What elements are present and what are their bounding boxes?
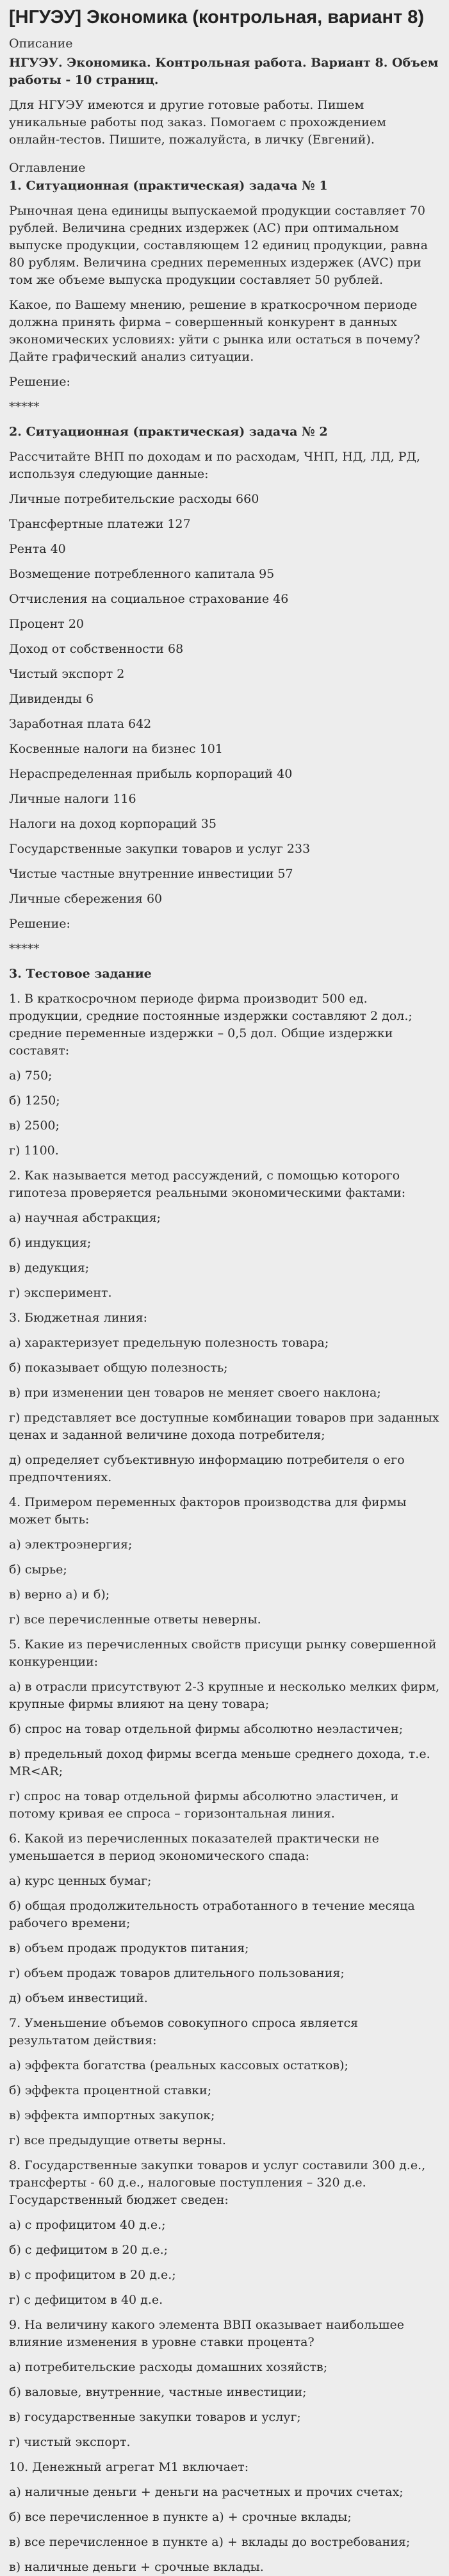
list-item: Налоги на доход корпораций 35 xyxy=(9,817,216,831)
test-line: в) с профицитом в 20 д.е.; xyxy=(9,2268,176,2282)
test-line: 10. Денежный агрегат М1 включает: xyxy=(9,2460,249,2474)
list-item: Личные налоги 116 xyxy=(9,792,136,806)
page-title: [НГУЭУ] Экономика (контрольная, вариант 8) xyxy=(9,7,425,28)
test-line: б) валовые, внутренние, частные инвестиции; xyxy=(9,2385,307,2399)
test-line: а) потребительские расходы домашних хозяйств; xyxy=(9,2360,328,2374)
description-label: Описание xyxy=(9,37,73,51)
test-line: б) сырье; xyxy=(9,1563,67,1577)
list-item: Чистый экспорт 2 xyxy=(9,667,125,681)
test-line: г) все перечисленные ответы неверны. xyxy=(9,1612,261,1627)
test-line: 2. Как называется метод рассуждений, с помощью которого гипотеза проверяется реальными экономическими фактами: xyxy=(9,1169,406,1200)
test-line: а) курс ценных бумаг; xyxy=(9,1874,152,1888)
list-item: Рента 40 xyxy=(9,542,66,556)
test-line: г) эксперимент. xyxy=(9,1286,112,1300)
test-line: г) 1100. xyxy=(9,1144,59,1158)
list-item: Процент 20 xyxy=(9,617,85,631)
test-line: 5. Какие из перечисленных свойств присущи рынку совершенной конкуренции: xyxy=(9,1637,437,1669)
test-line: в) эффекта импортных закупок; xyxy=(9,2108,215,2122)
task3-heading: 3. Тестовое задание xyxy=(9,967,152,981)
test-line: а) характеризует предельную полезность товара; xyxy=(9,1336,329,1350)
test-line: а) в отрасли присутствуют 2-3 крупные и несколько мелких фирм, крупные фирмы влияют на цену товара; xyxy=(9,1680,440,1711)
test-line: г) спрос на товар отдельной фирмы абсолютно эластичен, и потому кривая ее спроса – горизонтальная линия. xyxy=(9,1789,399,1821)
test-line: в) 2500; xyxy=(9,1119,60,1133)
test-line: в) все перечисленное в пункте а) + вклады до востребования; xyxy=(9,2535,411,2549)
test-line: б) с дефицитом в 20 д.е.; xyxy=(9,2243,168,2257)
list-item: Нераспределенная прибыль корпораций 40 xyxy=(9,767,293,781)
task1-text: Рыночная цена единицы выпускаемой продукции составляет 70 рублей. Величина средних издержек (АС) при оптимальном выпуске продукции, составляющем 12 единиц продукции, равна 80 рублям. Величина средних переменных издержек (AVC) при том же объеме выпуска продукции составляет 50 рублей. xyxy=(9,204,428,287)
task2-text: Рассчитайте ВНП по доходам и по расходам, ЧНП, НД, ЛД, РД, используя следующие данные: xyxy=(9,450,421,481)
work-subtitle: НГУЭУ. Экономика. Контрольная работа. Вариант 8. Объем работы - 10 страниц. xyxy=(9,56,439,87)
test-line: г) чистый экспорт. xyxy=(9,2435,131,2449)
test-line: в) верно а) и б); xyxy=(9,1587,110,1602)
test-line: а) эффекта богатства (реальных кассовых остатков); xyxy=(9,2058,348,2072)
list-item: Косвенные налоги на бизнес 101 xyxy=(9,742,223,756)
test-line: г) все предыдущие ответы верны. xyxy=(9,2133,226,2147)
test-line: б) эффекта процентной ставки; xyxy=(9,2083,212,2097)
test-line: б) общая продолжительность отработанного в течение месяца рабочего времени; xyxy=(9,1899,415,1930)
task1-stars: ***** xyxy=(9,400,40,414)
task2-items xyxy=(9,491,440,908)
intro-text: Для НГУЭУ имеются и другие готовые работы. Пишем уникальные работы под заказ. Помогаем с прохождением онлайн-тестов. Пишите, пожалуйста, в личку (Евгений). xyxy=(9,98,386,147)
task2-stars: ***** xyxy=(9,942,40,956)
task1-question: Какое, по Вашему мнению, решение в краткосрочном периоде должна принять фирма – совершенный конкурент в данных экономических условиях: уйти с рынка или остаться в почему? Дайте графический анализ ситуации. xyxy=(9,298,420,364)
test-line: в) государственные закупки товаров и услуг; xyxy=(9,2410,301,2424)
list-item: Доход от собственности 68 xyxy=(9,642,184,656)
test-line: б) спрос на товар отдельной фирмы абсолютно неэластичен; xyxy=(9,1722,404,1736)
list-item: Отчисления на социальное страхование 46 xyxy=(9,592,289,606)
test-line: 1. В краткосрочном периоде фирма производит 500 ед. продукции, средние постоянные издержки составляют 2 дол.; средние переменные издержки – 0,5 дол. Общие издержки составят: xyxy=(9,992,412,1058)
test-line: 7. Уменьшение объемов совокупного спроса является результатом действия: xyxy=(9,2016,359,2047)
test-line: б) индукция; xyxy=(9,1236,92,1250)
test-line: б) показывает общую полезность; xyxy=(9,1361,228,1375)
test-line: б) 1250; xyxy=(9,1094,60,1108)
test-line: а) научная абстракция; xyxy=(9,1211,161,1225)
test-line: г) представляет все доступные комбинации товаров при заданных ценах и заданной величине дохода потребителя; xyxy=(9,1411,439,1442)
test-line: 4. Примером переменных факторов производства для фирмы может быть: xyxy=(9,1495,407,1527)
test-line: в) объем продаж продуктов питания; xyxy=(9,1941,249,1955)
test-line: а) с профицитом 40 д.е.; xyxy=(9,2218,166,2232)
test-questions xyxy=(9,990,440,2576)
list-item: Чистые частные внутренние инвестиции 57 xyxy=(9,867,293,881)
list-item: Дивиденды 6 xyxy=(9,692,94,706)
test-line: 9. На величину какого элемента ВВП оказывает наибольшее влияние изменения в уровне ставки процента? xyxy=(9,2318,404,2349)
list-item: Заработная плата 642 xyxy=(9,717,152,731)
test-line: 6. Какой из перечисленных показателей практически не уменьшается в период экономического спада: xyxy=(9,1832,379,1863)
test-line: а) наличные деньги + деньги на расчетных и прочих счетах; xyxy=(9,2485,404,2499)
test-line: б) все перечисленное в пункте а) + срочные вклады; xyxy=(9,2510,352,2524)
test-line: а) электроэнергия; xyxy=(9,1538,133,1552)
task1-heading: 1. Ситуационная (практическая) задача № 1 xyxy=(9,179,328,193)
list-item: Государственные закупки товаров и услуг 233 xyxy=(9,842,311,856)
test-line: в) при изменении цен товаров не меняет своего наклона; xyxy=(9,1386,381,1400)
task2-solution-label: Решение: xyxy=(9,917,70,931)
task2-heading: 2. Ситуационная (практическая) задача № 2 xyxy=(9,425,328,439)
test-line: 3. Бюджетная линия: xyxy=(9,1311,148,1325)
list-item: Личные потребительские расходы 660 xyxy=(9,492,259,506)
test-line: в) дедукция; xyxy=(9,1261,90,1275)
test-line: а) 750; xyxy=(9,1069,53,1083)
test-line: в) наличные деньги + срочные вклады. xyxy=(9,2560,264,2574)
test-line: д) определяет субъективную информацию потребителя о его предпочтениях. xyxy=(9,1453,405,1484)
test-line: д) объем инвестиций. xyxy=(9,1991,148,2005)
task1-solution-label: Решение: xyxy=(9,375,70,389)
toc-label: Оглавление xyxy=(9,161,86,175)
list-item: Трансфертные платежи 127 xyxy=(9,517,191,531)
test-line: в) предельный доход фирмы всегда меньше среднего дохода, т.е. MR<AR; xyxy=(9,1747,430,1778)
list-item: Возмещение потребленного капитала 95 xyxy=(9,567,275,581)
list-item: Личные сбережения 60 xyxy=(9,892,163,906)
test-line: 8. Государственные закупки товаров и услуг составили 300 д.е., трансферты - 60 д.е., налоговые поступления – 320 д.е. Государственный бюджет сведен: xyxy=(9,2158,426,2207)
test-line: г) с дефицитом в 40 д.е. xyxy=(9,2293,163,2307)
test-line: г) объем продаж товаров длительного пользования; xyxy=(9,1966,345,1980)
